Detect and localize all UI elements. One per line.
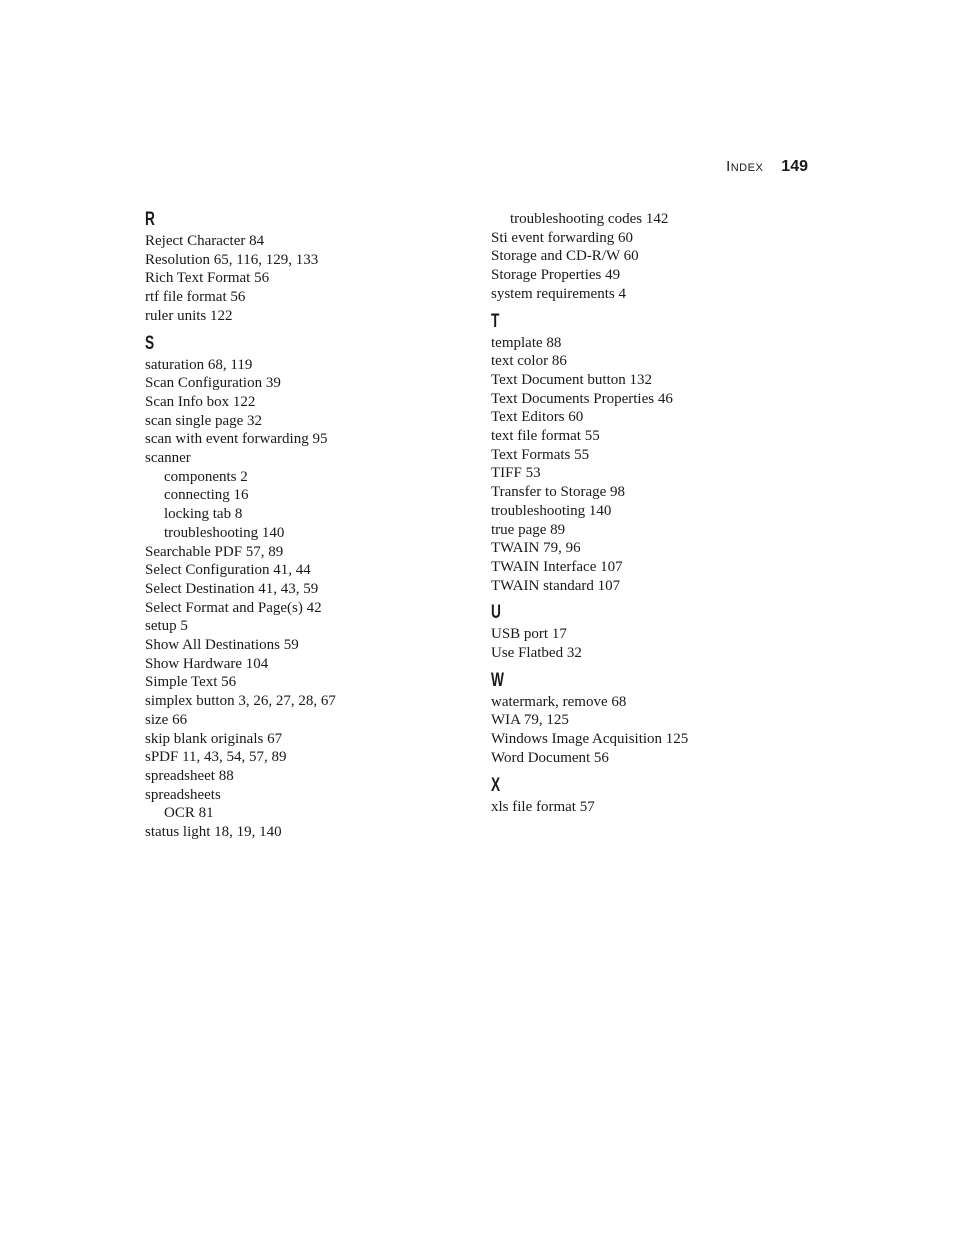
index-column-right: [491, 210, 811, 816]
index-entry: Sti event forwarding 60: [491, 229, 634, 246]
index-entry: text color 86: [491, 353, 567, 370]
index-group: [491, 601, 811, 662]
index-entry: size 66: [145, 711, 188, 728]
index-entry: saturation 68, 119: [145, 356, 253, 373]
index-entry: scanner: [145, 450, 191, 467]
index-group: [145, 208, 465, 326]
index-group: [491, 310, 811, 596]
index-entry: Transfer to Storage 98: [491, 484, 626, 501]
index-letter-heading: U: [491, 602, 501, 624]
index-subentry: connecting 16: [164, 487, 249, 504]
index-entry: status light 18, 19, 140: [145, 824, 282, 841]
index-letter-heading: R: [145, 209, 155, 230]
index-entry: text file format 55: [491, 428, 600, 445]
index-letter-heading: X: [491, 774, 501, 796]
index-group: [491, 669, 811, 768]
section-title: Index: [726, 158, 764, 175]
index-entry: Rich Text Format 56: [145, 270, 270, 287]
index-entry: Text Formats 55: [491, 446, 590, 463]
index-group: [145, 332, 465, 842]
index-entry: template 88: [491, 334, 562, 351]
index-entry: TWAIN 79, 96: [491, 540, 581, 557]
index-subentry: troubleshooting 140: [164, 524, 285, 541]
index-entry: Resolution 65, 116, 129, 133: [145, 251, 319, 268]
index-entry: simplex button 3, 26, 27, 28, 67: [145, 693, 336, 710]
index-entry: ruler units 122: [145, 307, 233, 324]
index-entry: system requirements 4: [491, 285, 626, 302]
index-entry: troubleshooting 140: [491, 502, 612, 519]
index-entry: sPDF 11, 43, 54, 57, 89: [145, 749, 287, 766]
index-entry: Use Flatbed 32: [491, 645, 582, 662]
index-entry: Simple Text 56: [145, 674, 237, 691]
index-subentry: troubleshooting codes 142: [510, 211, 669, 227]
index-entry: Reject Character 84: [145, 233, 265, 249]
index-entry: Searchable PDF 57, 89: [145, 543, 284, 560]
index-letter-heading: W: [491, 669, 504, 691]
index-entry: TWAIN standard 107: [491, 577, 621, 594]
index-letter-heading: T: [491, 310, 500, 332]
index-entry: Select Configuration 41, 44: [145, 562, 311, 579]
page-number: 149: [781, 158, 808, 175]
index-column-left: [145, 208, 465, 842]
running-head: [726, 158, 808, 176]
index-entry: TWAIN Interface 107: [491, 558, 623, 575]
index-entry: Storage Properties 49: [491, 267, 621, 284]
index-entry: Storage and CD-R/W 60: [491, 248, 639, 265]
index-entry: Select Format and Page(s) 42: [145, 599, 322, 616]
index-entry: setup 5: [145, 618, 188, 635]
index-entry: skip blank originals 67: [145, 730, 283, 747]
index-entry: Show Hardware 104: [145, 655, 269, 672]
index-group: [491, 210, 811, 304]
index-entry: Word Document 56: [491, 749, 609, 766]
index-entry: TIFF 53: [491, 465, 541, 482]
index-group: [491, 774, 811, 817]
index-entry: WIA 79, 125: [491, 712, 569, 729]
index-entry: watermark, remove 68: [491, 693, 627, 710]
index-entry: Text Documents Properties 46: [491, 390, 673, 407]
index-subentry: components 2: [164, 468, 248, 485]
index-entry: spreadsheet 88: [145, 767, 234, 784]
index-entry: xls file format 57: [491, 798, 595, 815]
index-entry: rtf file format 56: [145, 289, 246, 306]
index-subentry: OCR 81: [164, 805, 214, 822]
index-letter-heading: S: [145, 332, 155, 354]
index-entry: scan with event forwarding 95: [145, 431, 328, 448]
index-entry: USB port 17: [491, 626, 567, 643]
index-entry: Scan Info box 122: [145, 393, 256, 410]
index-entry: Text Document button 132: [491, 371, 653, 388]
index-entry: scan single page 32: [145, 412, 263, 429]
index-entry: Scan Configuration 39: [145, 375, 281, 392]
index-entry: spreadsheets: [145, 786, 221, 803]
index-entry: Windows Image Acquisition 125: [491, 731, 689, 748]
index-entry: Select Destination 41, 43, 59: [145, 580, 319, 597]
index-subentry: locking tab 8: [164, 506, 243, 523]
index-entry: true page 89: [491, 521, 566, 538]
index-entry: Text Editors 60: [491, 409, 584, 426]
index-entry: Show All Destinations 59: [145, 637, 299, 654]
